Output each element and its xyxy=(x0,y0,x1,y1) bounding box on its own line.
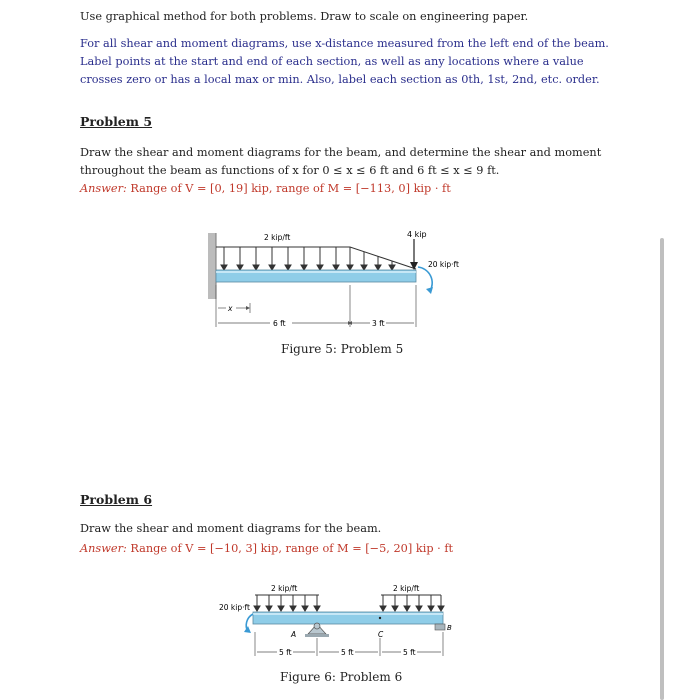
right-load-label: 2 kip/ft xyxy=(393,584,420,593)
figure-6-diagram xyxy=(215,580,465,665)
dim-5ft-2: 5 ft xyxy=(341,648,354,657)
problem-5-line-1: Draw the shear and moment diagrams for the beam, and determine the shear and moment xyxy=(80,146,602,159)
intro-line-4: crosses zero or has a local max or min. Also, label each section as 0th, 1st, 2nd, etc. order. xyxy=(80,73,600,86)
point-load-label: 4 kip xyxy=(407,230,427,239)
left-load-arrows xyxy=(254,595,320,611)
figure-6-caption: Figure 6: Problem 6 xyxy=(280,670,403,684)
point-c xyxy=(379,617,381,619)
moment-label: 20 kip·ft xyxy=(428,260,459,269)
dim-5ft-1: 5 ft xyxy=(279,648,292,657)
figure-5-diagram xyxy=(200,225,500,340)
vertical-scrollbar[interactable] xyxy=(660,238,664,700)
intro-line-1: Use graphical method for both problems. Draw to scale on engineering paper. xyxy=(80,10,529,23)
label-b: B xyxy=(447,624,452,632)
problem-6-answer xyxy=(80,542,453,556)
label-a: A xyxy=(291,630,297,639)
intro-line-3: Label points at the start and end of each section, as well as any locations where a value xyxy=(80,55,584,68)
dist-load-label: 2 kip/ft xyxy=(264,233,291,242)
dim-3ft: 3 ft xyxy=(372,319,385,328)
answer-text: Range of V = [0, 19] kip, range of M = [−113, 0] kip · ft xyxy=(130,182,451,195)
problem-6-heading: Problem 6 xyxy=(80,492,153,507)
load-arrows xyxy=(221,247,395,270)
wall xyxy=(208,233,216,299)
right-load-arrows xyxy=(380,595,444,611)
problem-6-line-1: Draw the shear and moment diagrams for the beam. xyxy=(80,522,382,535)
distributed-load-outline xyxy=(216,247,416,269)
answer-label: Answer: xyxy=(80,542,127,555)
answer-label: Answer: xyxy=(80,182,127,195)
problem-5-answer xyxy=(80,182,451,196)
left-load-label: 2 kip/ft xyxy=(271,584,298,593)
dim-5ft-3: 5 ft xyxy=(403,648,416,657)
figure-5-caption: Figure 5: Problem 5 xyxy=(281,342,404,356)
label-c: C xyxy=(378,630,384,639)
x-label: x xyxy=(228,304,233,313)
moment-arrow xyxy=(418,267,432,291)
problem-5-heading: Problem 5 xyxy=(80,114,153,129)
dim-6ft: 6 ft xyxy=(273,319,286,328)
problem-5-line-2: throughout the beam as functions of x for 0 ≤ x ≤ 6 ft and 6 ft ≤ x ≤ 9 ft. xyxy=(80,164,500,177)
answer-text: Range of V = [−10, 3] kip, range of M = [−5, 20] kip · ft xyxy=(130,542,454,555)
roller-support-b xyxy=(435,624,445,630)
intro-line-2: For all shear and moment diagrams, use x-distance measured from the left end of the beam. xyxy=(80,37,609,50)
moment-label: 20 kip·ft xyxy=(219,603,250,612)
